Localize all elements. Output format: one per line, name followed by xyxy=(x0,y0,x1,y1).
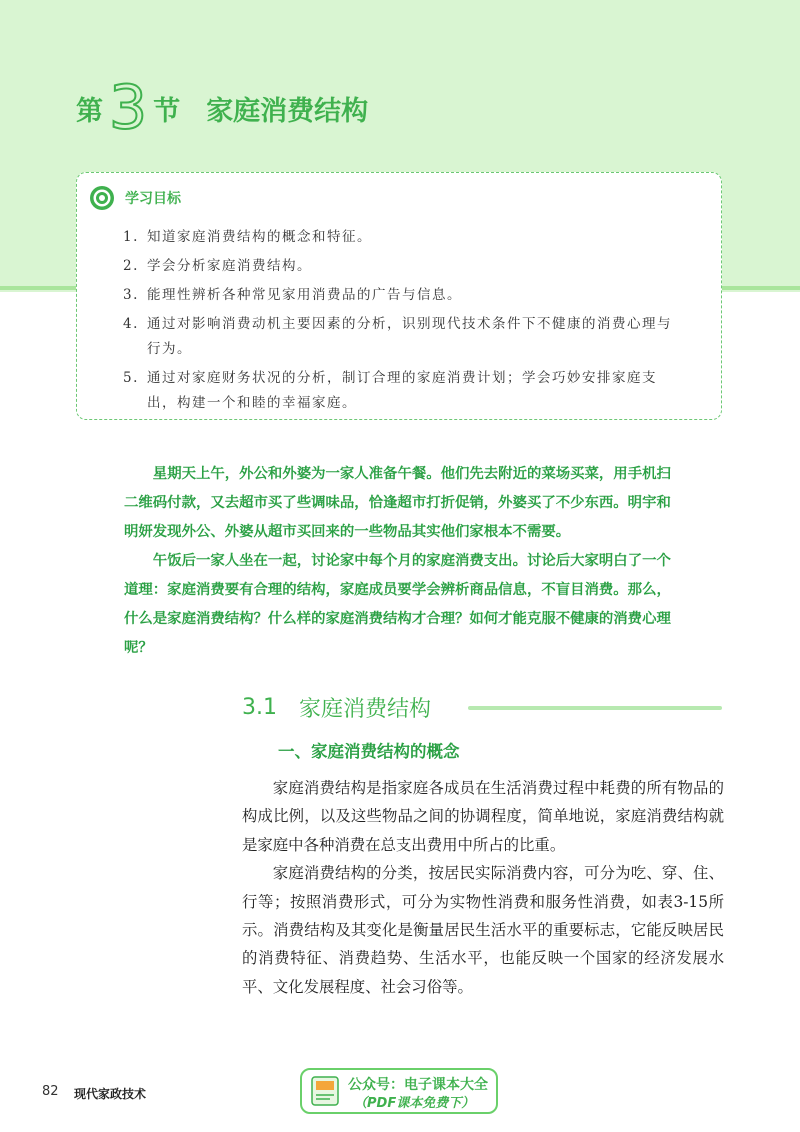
target-icon xyxy=(89,185,115,211)
item-text: 知道家庭消费结构的概念和特征。 xyxy=(147,229,372,245)
learning-goals-list xyxy=(123,225,683,420)
list-item xyxy=(123,254,683,279)
intro-story xyxy=(124,460,680,663)
body-paragraph-1: 家庭消费结构是指家庭各成员在生活消费过程中耗费的所有物品的构成比例，以及这些物品之间的协调程度，简单地说，家庭消费结构就是家庭中各种消费在总支出费用中所占的比重。 xyxy=(242,779,724,854)
item-number: 1. xyxy=(123,229,139,245)
learning-goals-box xyxy=(76,172,722,420)
story-paragraph-1: 星期天上午，外公和外婆为一家人准备午餐。他们先去附近的菜场买菜，用手机扫二维码付款，又去超市买了些调味品，恰逢超市打折促销，外婆买了不少东西。明宇和明妍发现外公、外婆从超市买回来的一些物品其实他们家根本不需要。 xyxy=(124,466,671,540)
section-number: 3 xyxy=(109,73,148,143)
stamp-line-1: 公众号：电子课本大全 xyxy=(348,1077,488,1093)
item-number: 2. xyxy=(123,258,139,274)
stamp-line-2: （PDF课本免费下） xyxy=(354,1096,475,1111)
concept-heading: 一、家庭消费结构的概念 xyxy=(278,742,460,761)
subsection-number: 3.1 xyxy=(242,695,277,720)
item-number: 5. xyxy=(123,370,139,386)
concept-body xyxy=(242,774,724,1001)
item-number: 4. xyxy=(123,316,139,332)
list-item xyxy=(123,366,683,416)
learning-goals-label: 学习目标 xyxy=(125,191,181,207)
subsection-title: 家庭消费结构 xyxy=(299,697,432,722)
learning-goals-header xyxy=(89,185,181,211)
story-paragraph-2: 午饭后一家人坐在一起，讨论家中每个月的家庭消费支出。讨论后大家明白了一个道理：家庭消费要有合理的结构，家庭成员要学会辨析商品信息，不盲目消费。那么，什么是家庭消费结构？什么样的家庭消费结构才合理？如何才能克服不健康的消费心理呢？ xyxy=(124,553,671,656)
list-item xyxy=(123,283,683,308)
watermark-stamp xyxy=(300,1068,498,1114)
book-icon xyxy=(310,1075,340,1107)
item-number: 3. xyxy=(123,287,139,303)
list-item xyxy=(123,225,683,250)
page-number: 82 xyxy=(42,1084,59,1099)
subsection-rule xyxy=(468,706,722,710)
section-suffix: 节 xyxy=(153,95,181,127)
list-item xyxy=(123,312,683,362)
section-name: 家庭消费结构 xyxy=(206,95,369,127)
section-title xyxy=(76,73,369,143)
body-paragraph-2: 家庭消费结构的分类，按居民实际消费内容，可分为吃、穿、住、行等；按照消费形式，可分为实物性消费和服务性消费，如表3-15所示。消费结构及其变化是衡量居民生活水平的重要标志，它能反映居民的消费特征、消费趋势、生活水平，也能反映一个国家的经济发展水平、文化发展程度、社会习俗等。 xyxy=(242,864,724,996)
item-text: 能理性辨析各种常见家用消费品的广告与信息。 xyxy=(147,287,462,303)
item-text: 学会分析家庭消费结构。 xyxy=(147,258,312,274)
section-prefix: 第 xyxy=(76,95,103,127)
item-text: 通过对影响消费动机主要因素的分析，识别现代技术条件下不健康的消费心理与行为。 xyxy=(147,316,672,357)
item-text: 通过对家庭财务状况的分析，制订合理的家庭消费计划；学会巧妙安排家庭支出，构建一个和睦的幸福家庭。 xyxy=(147,370,657,411)
book-title: 现代家政技术 xyxy=(74,1087,147,1101)
subsection-heading xyxy=(242,692,431,723)
